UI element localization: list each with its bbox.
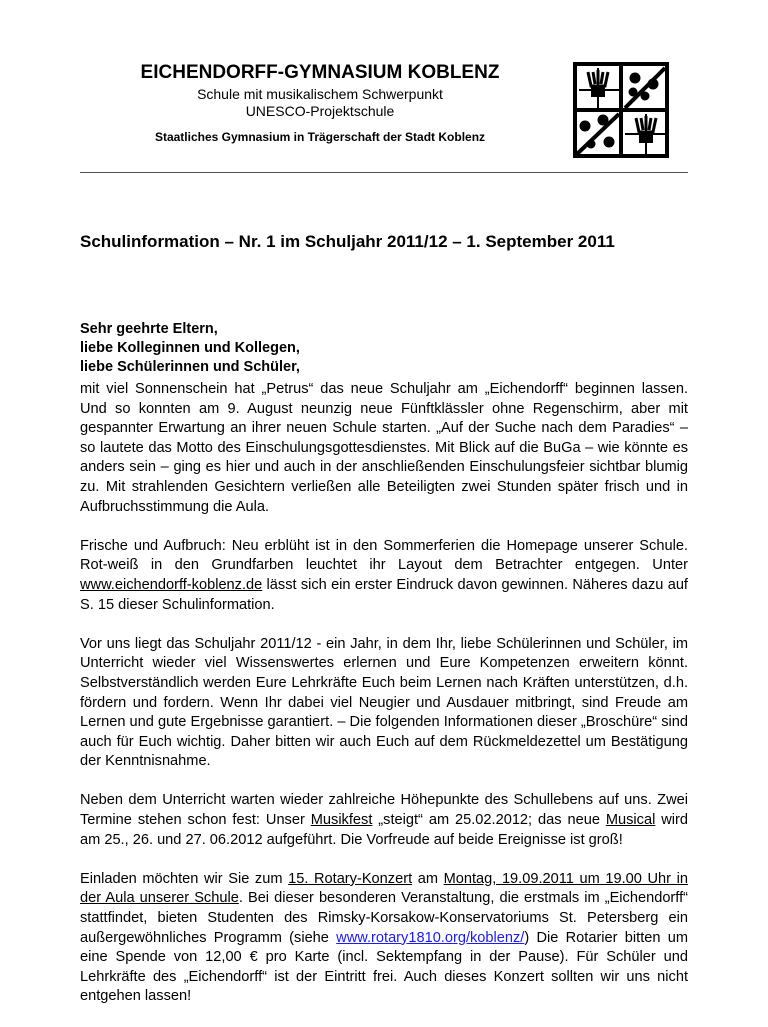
musikfest-text: Musikfest <box>310 812 373 829</box>
subtitle-music: Schule mit musikalischem Schwerpunkt <box>197 86 443 102</box>
salutation-line: liebe Schülerinnen und Schüler, <box>80 359 300 375</box>
text: Neben dem Unterricht warten wieder zahlreiche Höhepunkte des Schullebens auf uns. Zwei Termine stehen schon fest: Unser <box>80 792 688 829</box>
text: ) Die Rotarier bitten um eine Spende von 12,00 € pro Karte (incl. Sektempfang in der Pause). Für Schüler und Lehrkräfte des „Eichendorff“ ist der Eintritt frei. Auch dieses Konzert sollten wir uns nicht entgehen lassen! <box>80 929 688 1005</box>
paragraph-rotary-concert <box>80 870 688 1007</box>
letter-body <box>80 380 688 1027</box>
text: wird am 25., 26. und 27. 06.2012 aufgeführt. Die Vorfreude auf beide Ereignisse ist groß! <box>80 812 689 848</box>
paragraph-welcome: mit viel Sonnenschein hat „Petrus“ das neue Schuljahr am „Eichendorff“ beginnen lassen. Und so konnten am 9. August neunzig neue Fünftklässler ohne Regenschirm, aber mit gespannter Erwartung an ihrer neuen Schule starten. „Auf der Suche nach dem Paradies“ – so lautete das Motto des Einschulungsgottesdienstes. Mit Blick auf die BuGa – wie könnte es anders sein – ging es hier und auch in der anschließenden Einschulungsfeier sichtbar blumig zu. Mit strahlenden Gesichtern verließen alle Beteiligten zwei Stunden später frisch und in Aufbruchsstimmung die Aula. <box>80 381 688 515</box>
text: Frische und Aufbruch: Neu erblüht ist in den Sommerferien die Homepage unserer Schule. Rot-weiß in den Grundfarben leuchtet ihr Layout dem Betrachter entgegen. Unter <box>80 537 688 574</box>
concert-date: Montag, 19.09.2011 um 19.00 Uhr in der Aula unserer Schule <box>80 870 688 907</box>
paragraph-homepage <box>80 537 688 615</box>
musical-text: Musical <box>605 812 656 829</box>
text: . Bei dieser besonderen Veranstaltung, die erstmals im „Eichendorff“ stattfindet, bieten Studenten des Rimsky-Korsakow-Konservatoriums St. Petersberg ein außergewöhnliches Programm (siehe <box>80 890 688 946</box>
salutation-line: Sehr geehrte Eltern, <box>80 321 218 337</box>
salutation <box>80 320 300 377</box>
text: lässt sich ein erster Eindruck davon gewinnen. Näheres dazu auf S. 15 dieser Schulinformation. <box>80 576 688 613</box>
school-logo <box>573 62 669 158</box>
homepage-link[interactable]: www.eichendorff-koblenz.de <box>80 576 263 593</box>
paragraph-school-year: Vor uns liegt das Schuljahr 2011/12 - ein Jahr, in dem Ihr, liebe Schülerinnen und Schüler, im Unterricht wieder viel Wissenswertes erlernen und Eure Kompetenzen erweitern könnt. Selbstverständlich werden Eure Lehrkräfte Euch beim Lernen nach Kräften unterstützen, d.h. fördern und fordern. Wenn Ihr dabei viel Neugier und Ausdauer mitbringt, sind Freude am Lernen und gute Ergebnisse garantiert. – Die folgenden Informationen dieser „Broschüre“ sind auch für Euch wichtig. Daher bitten wir auch Euch auf dem Rückmeldezettel um Bestätigung der Kenntnisnahme. <box>80 635 688 770</box>
rotary-link[interactable]: www.rotary1810.org/koblenz/ <box>336 929 525 946</box>
salutation-line: liebe Kolleginnen und Kollegen, <box>80 340 300 356</box>
text: „steigt“ am 25.02.2012; das neue <box>372 812 606 829</box>
header-divider <box>80 172 688 173</box>
document-title: Schulinformation – Nr. 1 im Schuljahr 2011/12 – 1. September 2011 <box>80 232 615 251</box>
paragraph-events <box>80 791 688 850</box>
text: am <box>412 870 444 887</box>
school-sponsor: Staatliches Gymnasium in Trägerschaft der Stadt Koblenz <box>154 130 486 144</box>
subtitle-unesco: UNESCO-Projektschule <box>245 103 395 119</box>
school-subtitle <box>80 86 560 120</box>
concert-name: 15. Rotary-Konzert <box>288 870 413 887</box>
school-name: EICHENDORFF-GYMNASIUM KOBLENZ <box>140 62 500 83</box>
text: Einladen möchten wir Sie zum <box>80 870 289 887</box>
